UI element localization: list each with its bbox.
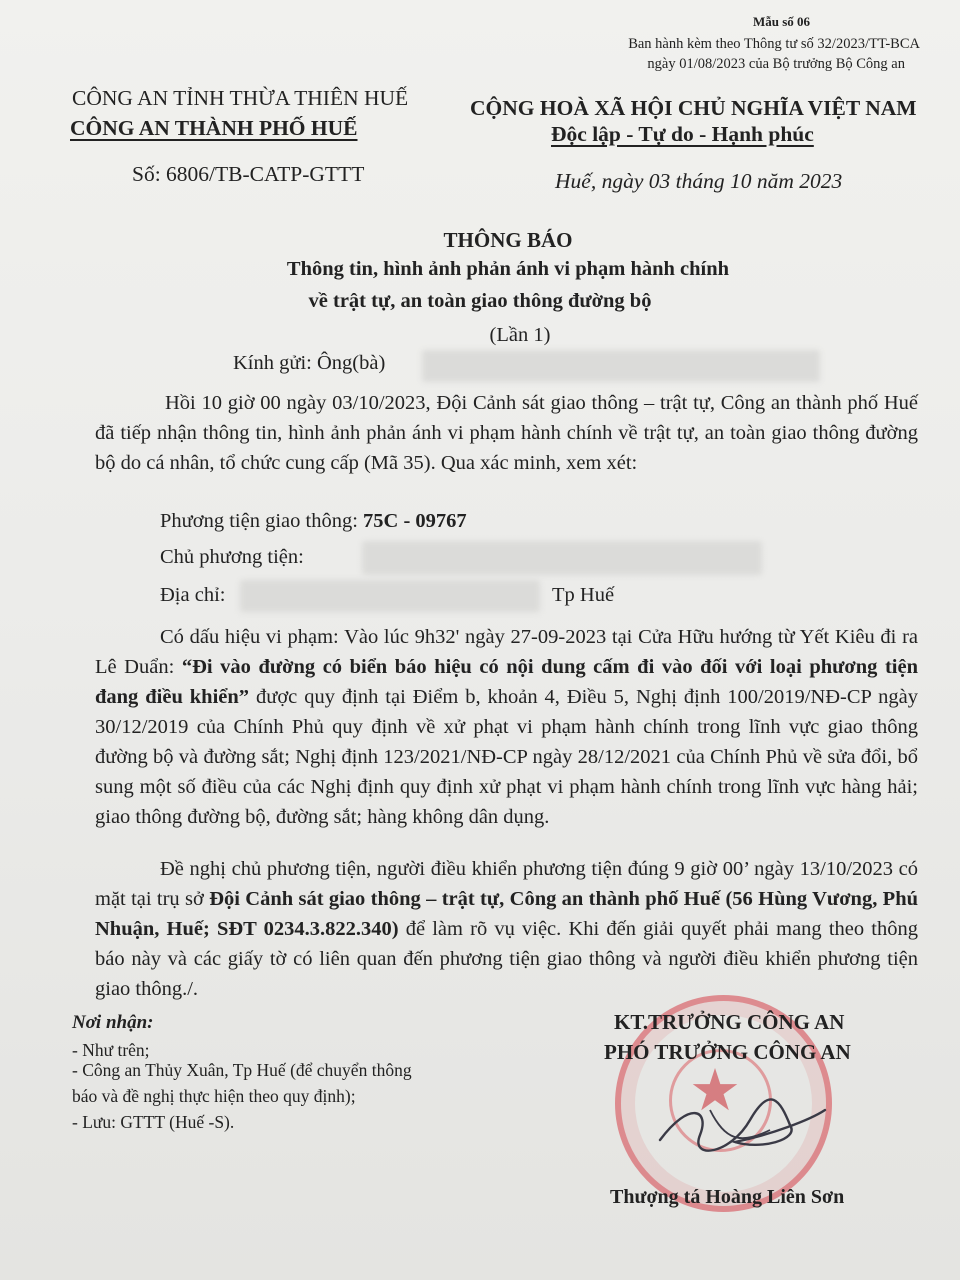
- star-icon: ★: [689, 1056, 741, 1124]
- national-motto-text: Độc lập - Tự do - Hạnh phúc: [551, 122, 814, 146]
- document-number: Số: 6806/TB-CATP-GTTT: [132, 162, 365, 186]
- document-title: THÔNG BÁO: [443, 228, 573, 252]
- recipient-line: Kính gửi: Ông(bà): [233, 352, 386, 374]
- request-paragraph: [95, 854, 918, 1004]
- recipients-title: Nơi nhận:: [72, 1012, 154, 1033]
- title-line-2: về trật tự, an toàn giao thông đường bộ: [308, 290, 652, 312]
- recipients-line-2: - Công an Thủy Xuân, Tp Huế (để chuyển thông: [72, 1060, 412, 1080]
- vehicle-plate: 75C - 09767: [363, 510, 467, 532]
- form-issued-line2: ngày 01/08/2023 của Bộ trưởng Bộ Công an: [647, 56, 905, 72]
- violation-lead: Có dấu hiệu vi phạm: Vào lúc 9h32' ngày 27-09-2023 tại Cửa Hữu hướng từ Yết Kiêu đi ra Lê Duẩn:: [95, 626, 918, 678]
- agency-parent: CÔNG AN TỈNH THỪA THIÊN HUẾ: [72, 86, 409, 110]
- address-city: Tp Huế: [552, 584, 615, 606]
- redacted-recipient: [422, 350, 820, 382]
- request-rest: để làm rõ vụ việc. Khi đến giải quyết phải mang theo thông báo này và các giấy tờ có liên quan đến phương tiện giao thông và người điều khiển phương tiện giao thông./.: [95, 918, 918, 1000]
- country-name: CỘNG HOÀ XÃ HỘI CHỦ NGHĨA VIỆT NAM: [470, 96, 917, 120]
- violation-paragraph: [95, 622, 918, 832]
- agency-name-text: CÔNG AN THÀNH PHỐ HUẾ: [70, 116, 358, 140]
- signature-title-2: PHÓ TRƯỞNG CÔNG AN: [604, 1040, 851, 1064]
- violation-description: “Đi vào đường có biển báo hiệu có nội dung cấm đi vào đối với loại phương tiện đang điều khiển”: [95, 656, 918, 708]
- national-motto: [551, 122, 814, 147]
- notice-round: (Lần 1): [489, 324, 551, 346]
- signer-name: Thượng tá Hoàng Liên Sơn: [610, 1186, 845, 1208]
- handwritten-signature: [640, 1080, 840, 1170]
- address-label: Địa chỉ:: [160, 584, 226, 606]
- place-date: Huế, ngày 03 tháng 10 năm 2023: [555, 169, 843, 193]
- recipients-line-1: - Như trên;: [72, 1040, 150, 1060]
- signature-title-1: KT.TRƯỞNG CÔNG AN: [614, 1010, 845, 1034]
- intro-paragraph: Hồi 10 giờ 00 ngày 03/10/2023, Đội Cảnh sát giao thông – trật tự, Công an thành phố Huế đã tiếp nhận thông tin, hình ảnh phản ánh vi phạm hành chính về trật tự, an toàn giao thông đường bộ do cá nhân, tổ chức cung cấp (Mã 35). Qua xác minh, xem xét:: [95, 392, 918, 474]
- redacted-address: [240, 580, 540, 612]
- form-issued-line1: Ban hành kèm theo Thông tư số 32/2023/TT-BCA: [628, 36, 920, 52]
- agency-name: [70, 116, 358, 141]
- recipients-line-4: - Lưu: GTTT (Huế -S).: [72, 1112, 235, 1132]
- form-number: Mẫu số 06: [752, 14, 810, 29]
- request-lead: Đề nghị chủ phương tiện, người điều khiển phương tiện đúng 9 giờ 00’ ngày 13/10/2023 có mặt tại trụ sở: [95, 858, 918, 910]
- owner-label: Chủ phương tiện:: [160, 546, 304, 568]
- request-location: Đội Cảnh sát giao thông – trật tự, Công an thành phố Huế (56 Hùng Vương, Phú Nhuận, Huế; SĐT 0234.3.822.340): [95, 888, 919, 940]
- violation-legal-basis: được quy định tại Điểm b, khoản 4, Điều 5, Nghị định 100/2019/NĐ-CP ngày 30/12/2019 của Chính Phủ quy định về xử phạt vi phạm hành chính trong lĩnh vực giao thông đường bộ và đường sắt; Nghị định 123/2021/NĐ-CP ngày 28/12/2021 của Chính Phủ về sửa đổi, bổ sung một số điều của các Nghị định quy định xử phạt vi phạm hành chính trong lĩnh vực hàng hải; giao thông đường bộ, đường sắt; hàng không dân dụng.: [95, 686, 918, 828]
- recipients-line-3: báo và đề nghị thực hiện theo quy định);: [72, 1086, 356, 1106]
- title-line-1: Thông tin, hình ảnh phản ánh vi phạm hành chính: [286, 258, 730, 280]
- redacted-owner: [362, 541, 762, 575]
- vehicle-label: Phương tiện giao thông:: [160, 510, 358, 532]
- vehicle-row: [160, 510, 467, 533]
